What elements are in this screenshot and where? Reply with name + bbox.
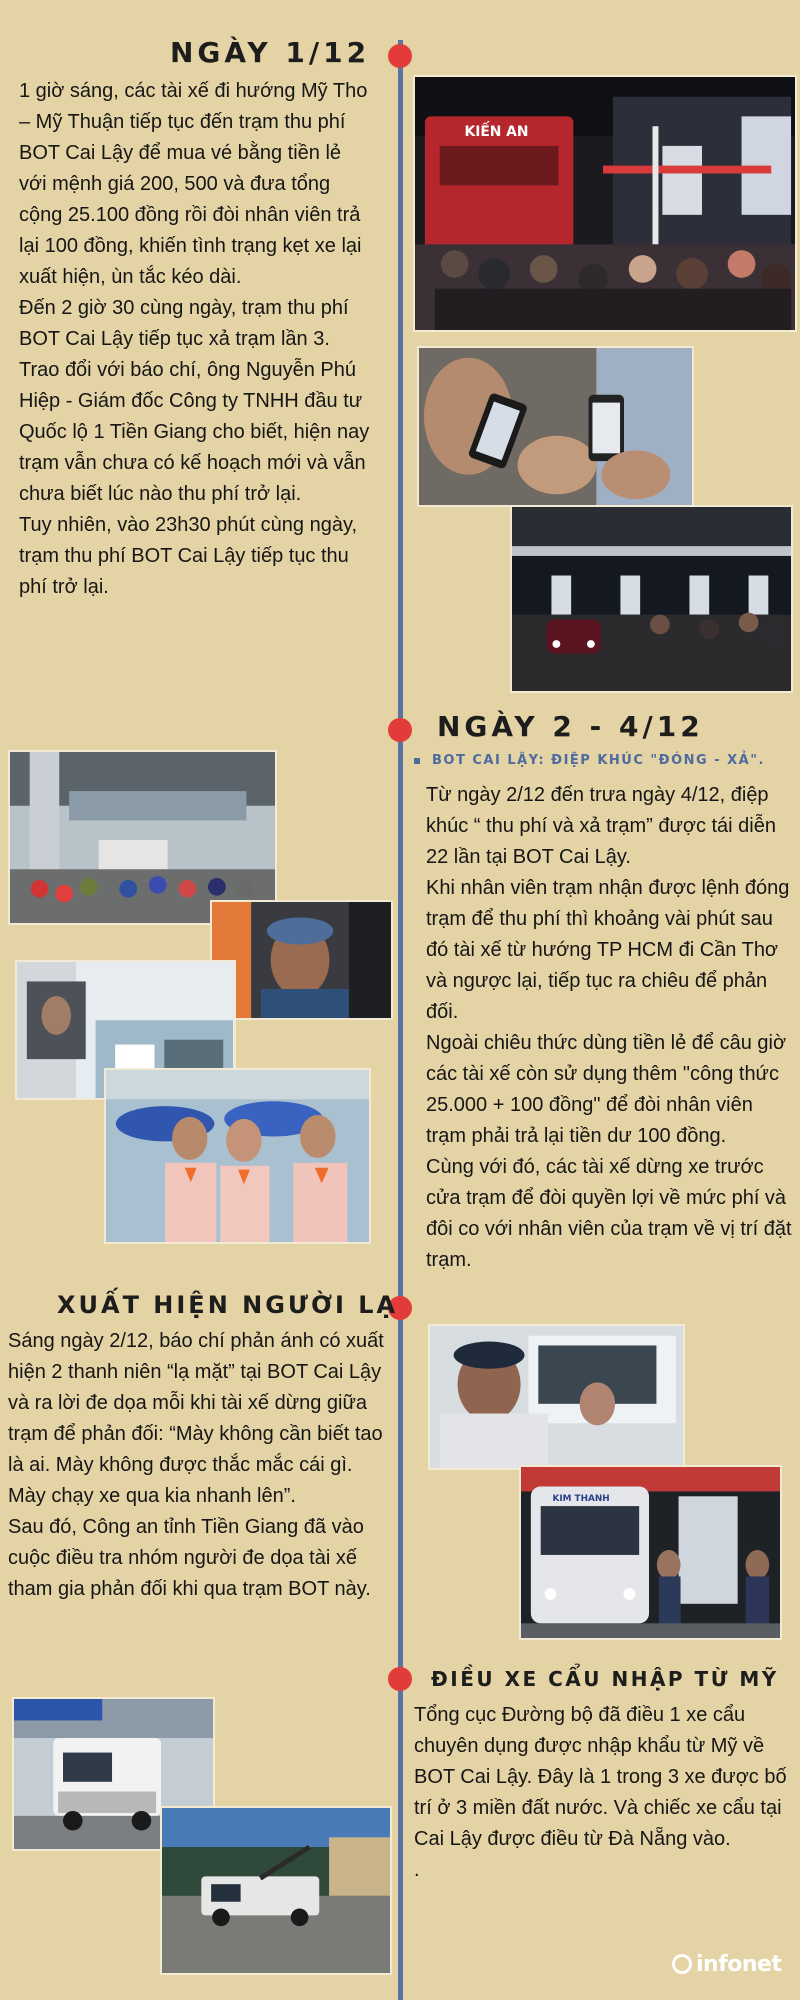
timeline-dot (388, 1667, 412, 1691)
paragraph: Sau đó, Công an tỉnh Tiền Giang đã vào cuộc điều tra nhóm người đe dọa tài xế tham gia phản đối khi qua trạm BOT này. (8, 1516, 371, 1600)
paragraph: Từ ngày 2/12 đến trưa ngày 4/12, điệp khúc “ thu phí và xả trạm” được tái diễn 22 lần tại BOT Cai Lậy. (426, 784, 776, 868)
photo-toll-night (510, 505, 793, 693)
photo-man-in-cap (210, 900, 393, 1020)
section-heading: ĐIỀU XE CẨU NHẬP TỪ MỸ (431, 1667, 779, 1691)
paragraph: Tổng cục Đường bộ đã điều 1 xe cẩu chuyên dụng được nhập khẩu từ Mỹ về BOT Cai Lậy. Đây là 1 trong 3 xe được bố trí ở 3 miền đất nước. Và chiếc xe cẩu tại Cai Lậy được điều từ Đà Nẵng vào. (414, 1704, 787, 1850)
section-subheading (414, 753, 765, 768)
photo-man-at-bus-door (428, 1324, 685, 1470)
paragraph: 1 giờ sáng, các tài xế đi hướng Mỹ Tho – Mỹ Thuận tiếp tục đến trạm thu phí BOT Cai Lậy để mua vé bằng tiền lẻ với mệnh giá 200, 500 và đưa tổng cộng 25.100 đồng rồi đòi nhân viên trả lại 100 đồng, khiến tình trạng kẹt xe lại xuất hiện, ùn tắc kéo dài. (19, 80, 368, 288)
section-heading: NGÀY 1/12 (170, 36, 371, 69)
logo-text: infonet (696, 1952, 782, 1977)
section-heading: XUẤT HIỆN NGƯỜI LẠ (57, 1291, 399, 1319)
subheading-text: BOT CAI LẬY: ĐIỆP KHÚC "ĐÓNG - XẢ". (432, 753, 765, 768)
paragraph: Khi nhân viên trạm nhận được lệnh đóng trạm để thu phí thì khoảng vài phút sau đó tài xế từ hướng TP HCM đi Cần Thơ và ngược lại, tiếp tục ra chiêu để phản đối. (426, 877, 790, 1023)
photo-tow-truck-road (160, 1806, 392, 1975)
section-body (414, 1700, 792, 1886)
timeline-line (398, 40, 403, 2000)
bullet-icon (414, 758, 420, 764)
truck-sign-text: KIẾN AN (464, 124, 529, 141)
paragraph: Cùng với đó, các tài xế dừng xe trước cửa trạm để đòi quyền lợi về mức phí và đôi co với nhân viên của trạm về vị trí đặt trạm. (426, 1156, 792, 1271)
paragraph: . (414, 1859, 420, 1881)
photo-toll-staff-umbrellas (104, 1068, 371, 1244)
section-body (8, 1326, 393, 1605)
paragraph: Sáng ngày 2/12, báo chí phản ánh có xuất hiện 2 thanh niên “lạ mặt” tại BOT Cai Lậy và ra lời đe dọa mỗi khi tài xế dừng giữa trạm để phản đối: “Mày không cần biết tao là ai. Mày không được thắc mắc cái gì. Mày chạy xe qua kia nhanh lên”. (8, 1330, 384, 1507)
bus-sign-text: KIM THANH (552, 1494, 610, 1505)
infonet-logo (672, 1952, 782, 1977)
section-body (426, 780, 794, 1276)
photo-bus-at-toll (519, 1465, 782, 1640)
paragraph: Ngoài chiêu thức dùng tiền lẻ để câu giờ các tài xế còn sử dụng thêm "công thức 25.000 + 100 đồng" để đòi nhân viên trạm phải trả lại tiền dư 100 đồng. (426, 1032, 787, 1147)
section-heading: NGÀY 2 - 4/12 (437, 710, 704, 743)
section-body (19, 76, 374, 603)
infonet-logo-icon (672, 1954, 692, 1974)
photo-phones-recording (417, 346, 694, 507)
paragraph: Tuy nhiên, vào 23h30 phút cùng ngày, trạm thu phí BOT Cai Lậy tiếp tục thu phí trở lại. (19, 514, 358, 598)
timeline-dot (388, 44, 412, 68)
paragraph: Đến 2 giờ 30 cùng ngày, trạm thu phí BOT Cai Lậy tiếp tục xả trạm lần 3. Trao đổi với báo chí, ông Nguyễn Phú Hiệp - Giám đốc Công ty TNHH đầu tư Quốc lộ 1 Tiền Giang cho biết, hiện nay trạm vẫn chưa có kế hoạch mới và vẫn chưa biết lúc nào thu phí trở lại. (19, 297, 370, 505)
photo-toll-truck-crowd (413, 75, 797, 332)
timeline-dot (388, 718, 412, 742)
photo-crowd-toll-day (8, 750, 277, 925)
